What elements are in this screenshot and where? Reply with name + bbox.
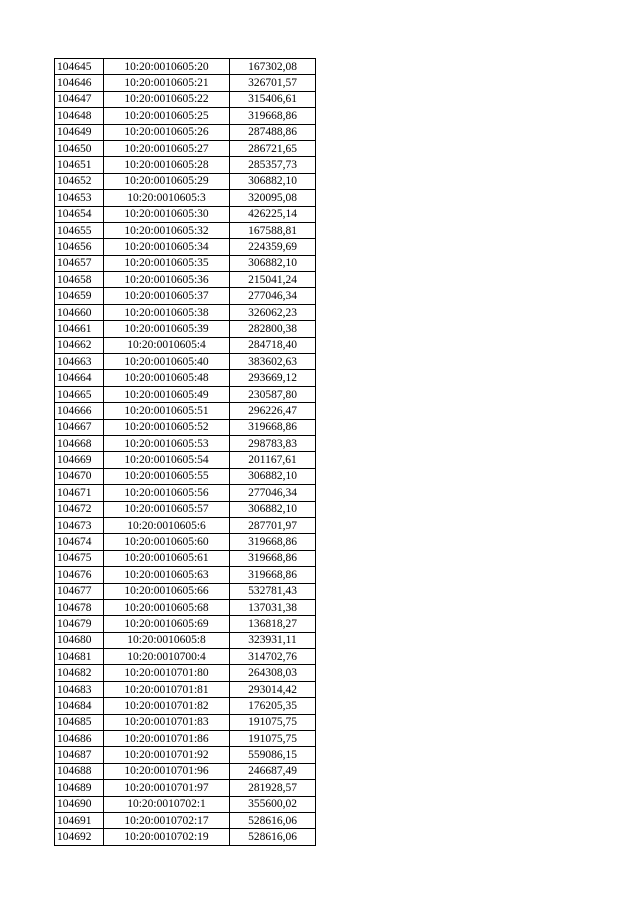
cadastral-number-cell: 10:20:0010701:82 (104, 698, 230, 714)
row-number-cell: 104679 (55, 616, 104, 632)
row-number-cell: 104674 (55, 534, 104, 550)
cadastral-number-cell: 10:20:0010605:68 (104, 599, 230, 615)
cadastral-number-cell: 10:20:0010701:81 (104, 681, 230, 697)
row-number-cell: 104686 (55, 731, 104, 747)
cadastral-number-cell: 10:20:0010605:56 (104, 485, 230, 501)
row-number-cell: 104647 (55, 91, 104, 107)
row-number-cell: 104681 (55, 649, 104, 665)
cadastral-number-cell: 10:20:0010605:57 (104, 501, 230, 517)
table-row (55, 435, 316, 451)
cadastral-value-cell: 559086,15 (230, 747, 316, 763)
row-number-cell: 104691 (55, 812, 104, 828)
cadastral-value-cell: 315406,61 (230, 91, 316, 107)
row-number-cell: 104690 (55, 796, 104, 812)
cadastral-number-cell: 10:20:0010605:34 (104, 239, 230, 255)
cadastral-value-cell: 277046,34 (230, 485, 316, 501)
table-row (55, 272, 316, 288)
cadastral-number-cell: 10:20:0010605:40 (104, 354, 230, 370)
cadastral-value-cell: 314702,76 (230, 649, 316, 665)
row-number-cell: 104684 (55, 698, 104, 714)
row-number-cell: 104657 (55, 255, 104, 271)
cadastral-value-cell: 201167,61 (230, 452, 316, 468)
row-number-cell: 104668 (55, 435, 104, 451)
table-row (55, 255, 316, 271)
cadastral-value-cell: 528616,06 (230, 829, 316, 845)
cadastral-value-cell: 277046,34 (230, 288, 316, 304)
cadastral-value-cell: 306882,10 (230, 173, 316, 189)
cadastral-value-cell: 176205,35 (230, 698, 316, 714)
cadastral-number-cell: 10:20:0010605:35 (104, 255, 230, 271)
table-row (55, 468, 316, 484)
table-row (55, 222, 316, 238)
row-number-cell: 104678 (55, 599, 104, 615)
cadastral-number-cell: 10:20:0010605:55 (104, 468, 230, 484)
table-row (55, 239, 316, 255)
cadastral-value-cell: 191075,75 (230, 714, 316, 730)
row-number-cell: 104645 (55, 59, 104, 75)
cadastral-value-cell: 298783,83 (230, 435, 316, 451)
row-number-cell: 104662 (55, 337, 104, 353)
cadastral-number-cell: 10:20:0010701:86 (104, 731, 230, 747)
cadastral-value-cell: 281928,57 (230, 780, 316, 796)
row-number-cell: 104682 (55, 665, 104, 681)
table-row (55, 485, 316, 501)
row-number-cell: 104654 (55, 206, 104, 222)
cadastral-number-cell: 10:20:0010605:53 (104, 435, 230, 451)
cadastral-number-cell: 10:20:0010702:1 (104, 796, 230, 812)
cadastral-number-cell: 10:20:0010605:51 (104, 403, 230, 419)
cadastral-value-cell: 264308,03 (230, 665, 316, 681)
cadastral-number-cell: 10:20:0010605:20 (104, 59, 230, 75)
cadastral-number-cell: 10:20:0010605:39 (104, 321, 230, 337)
table-row (55, 698, 316, 714)
cadastral-value-cell: 191075,75 (230, 731, 316, 747)
row-number-cell: 104649 (55, 124, 104, 140)
cadastral-value-cell: 326062,23 (230, 304, 316, 320)
cadastral-number-cell: 10:20:0010701:96 (104, 763, 230, 779)
table-row (55, 157, 316, 173)
table-row (55, 665, 316, 681)
cadastral-value-cell: 287488,86 (230, 124, 316, 140)
cadastral-number-cell: 10:20:0010605:38 (104, 304, 230, 320)
table-row (55, 370, 316, 386)
cadastral-number-cell: 10:20:0010605:3 (104, 190, 230, 206)
cadastral-value-cell: 323931,11 (230, 632, 316, 648)
row-number-cell: 104675 (55, 550, 104, 566)
cadastral-number-cell: 10:20:0010605:61 (104, 550, 230, 566)
table-row (55, 517, 316, 533)
table-row (55, 173, 316, 189)
row-number-cell: 104670 (55, 468, 104, 484)
row-number-cell: 104688 (55, 763, 104, 779)
row-number-cell: 104646 (55, 75, 104, 91)
table-row (55, 681, 316, 697)
row-number-cell: 104692 (55, 829, 104, 845)
table-row (55, 108, 316, 124)
row-number-cell: 104661 (55, 321, 104, 337)
cadastral-value-cell: 285357,73 (230, 157, 316, 173)
cadastral-number-cell: 10:20:0010605:22 (104, 91, 230, 107)
cadastral-value-cell: 287701,97 (230, 517, 316, 533)
cadastral-value-cell: 284718,40 (230, 337, 316, 353)
row-number-cell: 104683 (55, 681, 104, 697)
table-row (55, 731, 316, 747)
cadastral-value-cell: 426225,14 (230, 206, 316, 222)
table-row (55, 140, 316, 156)
cadastral-value-cell: 383602,63 (230, 354, 316, 370)
table-row (55, 763, 316, 779)
cadastral-number-cell: 10:20:0010605:52 (104, 419, 230, 435)
row-number-cell: 104666 (55, 403, 104, 419)
cadastral-number-cell: 10:20:0010701:92 (104, 747, 230, 763)
cadastral-value-cell: 306882,10 (230, 468, 316, 484)
table-row (55, 747, 316, 763)
table-row (55, 714, 316, 730)
cadastral-number-cell: 10:20:0010605:60 (104, 534, 230, 550)
table-row (55, 288, 316, 304)
cadastral-value-cell: 293014,42 (230, 681, 316, 697)
cadastral-value-cell: 137031,38 (230, 599, 316, 615)
row-number-cell: 104660 (55, 304, 104, 320)
table-row (55, 304, 316, 320)
table-row (55, 403, 316, 419)
cadastral-number-cell: 10:20:0010605:26 (104, 124, 230, 140)
cadastral-value-cell: 532781,43 (230, 583, 316, 599)
cadastral-number-cell: 10:20:0010605:63 (104, 567, 230, 583)
table-row (55, 337, 316, 353)
cadastral-value-cell: 215041,24 (230, 272, 316, 288)
cadastral-value-cell: 306882,10 (230, 501, 316, 517)
row-number-cell: 104687 (55, 747, 104, 763)
cadastral-number-cell: 10:20:0010605:48 (104, 370, 230, 386)
cadastral-number-cell: 10:20:0010605:30 (104, 206, 230, 222)
table-row (55, 796, 316, 812)
cadastral-value-cell: 136818,27 (230, 616, 316, 632)
cadastral-number-cell: 10:20:0010605:37 (104, 288, 230, 304)
table-row (55, 91, 316, 107)
table-row (55, 812, 316, 828)
cadastral-number-cell: 10:20:0010702:17 (104, 812, 230, 828)
cadastral-value-cell: 319668,86 (230, 550, 316, 566)
row-number-cell: 104653 (55, 190, 104, 206)
cadastral-value-cell: 167302,08 (230, 59, 316, 75)
cadastral-value-cell: 355600,02 (230, 796, 316, 812)
row-number-cell: 104680 (55, 632, 104, 648)
row-number-cell: 104669 (55, 452, 104, 468)
row-number-cell: 104689 (55, 780, 104, 796)
table-row (55, 649, 316, 665)
table-row (55, 567, 316, 583)
table-row (55, 75, 316, 91)
cadastral-value-cell: 319668,86 (230, 108, 316, 124)
cadastral-value-cell: 293669,12 (230, 370, 316, 386)
row-number-cell: 104672 (55, 501, 104, 517)
cadastral-number-cell: 10:20:0010605:27 (104, 140, 230, 156)
table-row (55, 452, 316, 468)
table-row (55, 501, 316, 517)
table-row (55, 386, 316, 402)
cadastral-number-cell: 10:20:0010700:4 (104, 649, 230, 665)
row-number-cell: 104650 (55, 140, 104, 156)
cadastral-value-cell: 320095,08 (230, 190, 316, 206)
table-row (55, 550, 316, 566)
cadastral-value-cell: 319668,86 (230, 534, 316, 550)
row-number-cell: 104676 (55, 567, 104, 583)
row-number-cell: 104651 (55, 157, 104, 173)
cadastral-number-cell: 10:20:0010605:66 (104, 583, 230, 599)
row-number-cell: 104677 (55, 583, 104, 599)
row-number-cell: 104655 (55, 222, 104, 238)
row-number-cell: 104659 (55, 288, 104, 304)
cadastral-number-cell: 10:20:0010605:36 (104, 272, 230, 288)
cadastral-value-cell: 296226,47 (230, 403, 316, 419)
cadastral-number-cell: 10:20:0010605:8 (104, 632, 230, 648)
cadastral-number-cell: 10:20:0010605:32 (104, 222, 230, 238)
table-row (55, 419, 316, 435)
table-row (55, 780, 316, 796)
row-number-cell: 104663 (55, 354, 104, 370)
cadastral-number-cell: 10:20:0010701:83 (104, 714, 230, 730)
table-row (55, 583, 316, 599)
row-number-cell: 104673 (55, 517, 104, 533)
cadastral-value-cell: 528616,06 (230, 812, 316, 828)
cadastral-value-cell: 282800,38 (230, 321, 316, 337)
cadastral-value-cell: 306882,10 (230, 255, 316, 271)
row-number-cell: 104648 (55, 108, 104, 124)
cadastral-value-cell: 326701,57 (230, 75, 316, 91)
cadastral-number-cell: 10:20:0010605:49 (104, 386, 230, 402)
cadastral-value-cell: 319668,86 (230, 567, 316, 583)
table-row (55, 632, 316, 648)
table-row (55, 534, 316, 550)
cadastral-value-cell: 224359,69 (230, 239, 316, 255)
row-number-cell: 104665 (55, 386, 104, 402)
cadastral-number-cell: 10:20:0010605:21 (104, 75, 230, 91)
cadastral-number-cell: 10:20:0010605:28 (104, 157, 230, 173)
row-number-cell: 104664 (55, 370, 104, 386)
row-number-cell: 104658 (55, 272, 104, 288)
cadastral-number-cell: 10:20:0010605:54 (104, 452, 230, 468)
cadastral-number-cell: 10:20:0010605:25 (104, 108, 230, 124)
row-number-cell: 104667 (55, 419, 104, 435)
cadastral-number-cell: 10:20:0010605:6 (104, 517, 230, 533)
cadastral-value-cell: 286721,65 (230, 140, 316, 156)
cadastral-number-cell: 10:20:0010605:29 (104, 173, 230, 189)
table-row (55, 206, 316, 222)
table-row (55, 616, 316, 632)
cadastral-value-cell: 167588,81 (230, 222, 316, 238)
row-number-cell: 104685 (55, 714, 104, 730)
cadastral-number-cell: 10:20:0010605:69 (104, 616, 230, 632)
row-number-cell: 104671 (55, 485, 104, 501)
table-body (55, 59, 316, 846)
cadastral-number-cell: 10:20:0010702:19 (104, 829, 230, 845)
row-number-cell: 104656 (55, 239, 104, 255)
table-row (55, 354, 316, 370)
cadastral-value-cell: 230587,80 (230, 386, 316, 402)
cadastral-value-table (54, 58, 316, 846)
table-row (55, 124, 316, 140)
table-row (55, 321, 316, 337)
table-row (55, 190, 316, 206)
cadastral-value-cell: 246687,49 (230, 763, 316, 779)
table-row (55, 599, 316, 615)
row-number-cell: 104652 (55, 173, 104, 189)
cadastral-number-cell: 10:20:0010701:97 (104, 780, 230, 796)
table-row (55, 829, 316, 845)
table-row (55, 59, 316, 75)
cadastral-number-cell: 10:20:0010605:4 (104, 337, 230, 353)
cadastral-number-cell: 10:20:0010701:80 (104, 665, 230, 681)
cadastral-value-cell: 319668,86 (230, 419, 316, 435)
